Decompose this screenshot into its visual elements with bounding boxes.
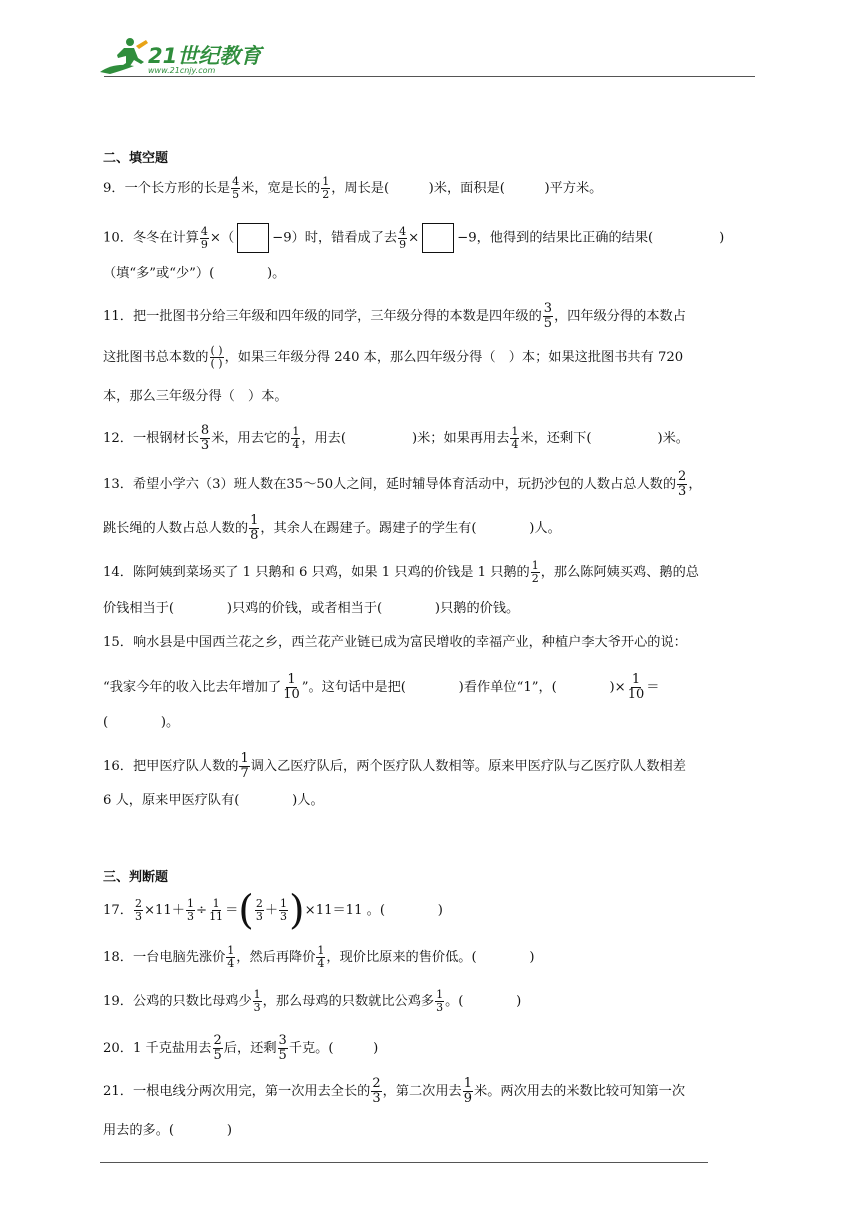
footer-divider: [100, 1162, 708, 1163]
question-11-line2: 这批图书总本数的 $\frac{( )}{( )}$ ，如果三年级分得 240 本，那么四年级分得（ ）本；如果这批图书共有 720: [103, 344, 684, 370]
question-12: 12．一根钢材长 $\frac{8}{3}$ 米，用去它的 $\frac{1}{4}$ ，用去( )米；如果再用去 $\frac{1}{4}$ 米，还剩下( )米。: [103, 423, 689, 453]
question-14: 14．陈阿姨到菜场买了 1 只鹅和 6 只鸡，如果 1 只鸡的价钱是 1 只鹅的 $\frac{1}{2}$ ，那么陈阿姨买鸡、鹅的总: [103, 559, 699, 585]
question-11: 11．把一批图书分给三年级和四年级的同学，三年级分得的本数是四年级的 $\frac{3}{5}$ ，四年级分得的本数占: [103, 301, 686, 331]
question-13-line2: 跳长绳的人数占总人数的 $\frac{1}{8}$ ，其余人在踢建子。踢建子的学生有( )人。: [103, 513, 561, 543]
question-10-line2: （填“多”或“少”）( )。: [103, 266, 286, 281]
logo-url: www.21cnjy.com: [148, 66, 216, 75]
question-15: 15．响水县是中国西兰花之乡，西兰花产业链已成为富民增收的幸福产业，种植户李大爷开心的说：: [103, 635, 687, 650]
blank-box[interactable]: [237, 223, 269, 253]
header-divider: [104, 76, 755, 77]
section-title-judge: 三、判断题: [103, 870, 169, 885]
question-17: 17． $\frac{2}{3}$ ×11＋ $\frac{1}{3}$ ÷ $\frac{1}{11}$ ＝( $\frac{2}{3}$ ＋ $\frac{1}{3}$ )×11＝11 。( ): [103, 887, 443, 934]
question-20: 20．1 千克盐用去 $\frac{2}{5}$ 后，还剩 $\frac{3}{5}$ 千克。( ): [103, 1033, 379, 1063]
question-21-line2: 用去的多。( ): [103, 1123, 232, 1138]
question-14-line2: 价钱相当于( )只鸡的价钱，或者相当于( )只鹅的价钱。: [103, 601, 520, 616]
question-9: 9．一个长方形的长是 $\frac{4}{5}$ 米，宽是长的 $\frac{1}{2}$ ，周长是( )米，面积是( )平方米。: [103, 175, 603, 201]
question-11-line3: 本，那么三年级分得（ ）本。: [103, 389, 288, 404]
question-21: 21．一根电线分两次用完，第一次用去全长的 $\frac{2}{3}$ ，第二次用去 $\frac{1}{9}$ 米。两次用去的米数比较可知第一次: [103, 1076, 686, 1106]
question-10: 10．冬冬在计算 $\frac{4}{9}$ ×（ −9）时，错看成了去 $\frac{4}{9}$ × −9，他得到的结果比正确的结果( ): [103, 223, 724, 253]
question-19: 19．公鸡的只数比母鸡少 $\frac{1}{3}$ ，那么母鸡的只数就比公鸡多 $\frac{1}{3}$ 。( ): [103, 988, 522, 1014]
question-15-line3: ( )。: [103, 715, 180, 730]
question-13: 13．希望小学六（3）班人数在35～50人之间，延时辅导体育活动中，玩扔沙包的人数占总人数的 $\frac{2}{3}$ ，: [103, 469, 702, 499]
section-title-fill: 二、填空题: [103, 151, 169, 166]
blank-box[interactable]: [422, 223, 454, 253]
question-15-line2: “我家今年的收入比去年增加了 $\frac{1}{10}$ ”。这句话中是把( )看作单位“1”，( )× $\frac{1}{10}$ ＝: [103, 672, 660, 702]
question-18: 18．一台电脑先涨价 $\frac{1}{4}$ ，然后再降价 $\frac{1}{4}$ ，现价比原来的售价低。( ): [103, 944, 535, 970]
question-16: 16．把甲医疗队人数的 $\frac{1}{7}$ 调入乙医疗队后，两个医疗队人数相等。原来甲医疗队与乙医疗队人数相差: [103, 751, 686, 781]
logo-text: 21世纪教育: [148, 44, 262, 68]
question-16-line2: 6 人，原来甲医疗队有( )人。: [103, 793, 324, 808]
